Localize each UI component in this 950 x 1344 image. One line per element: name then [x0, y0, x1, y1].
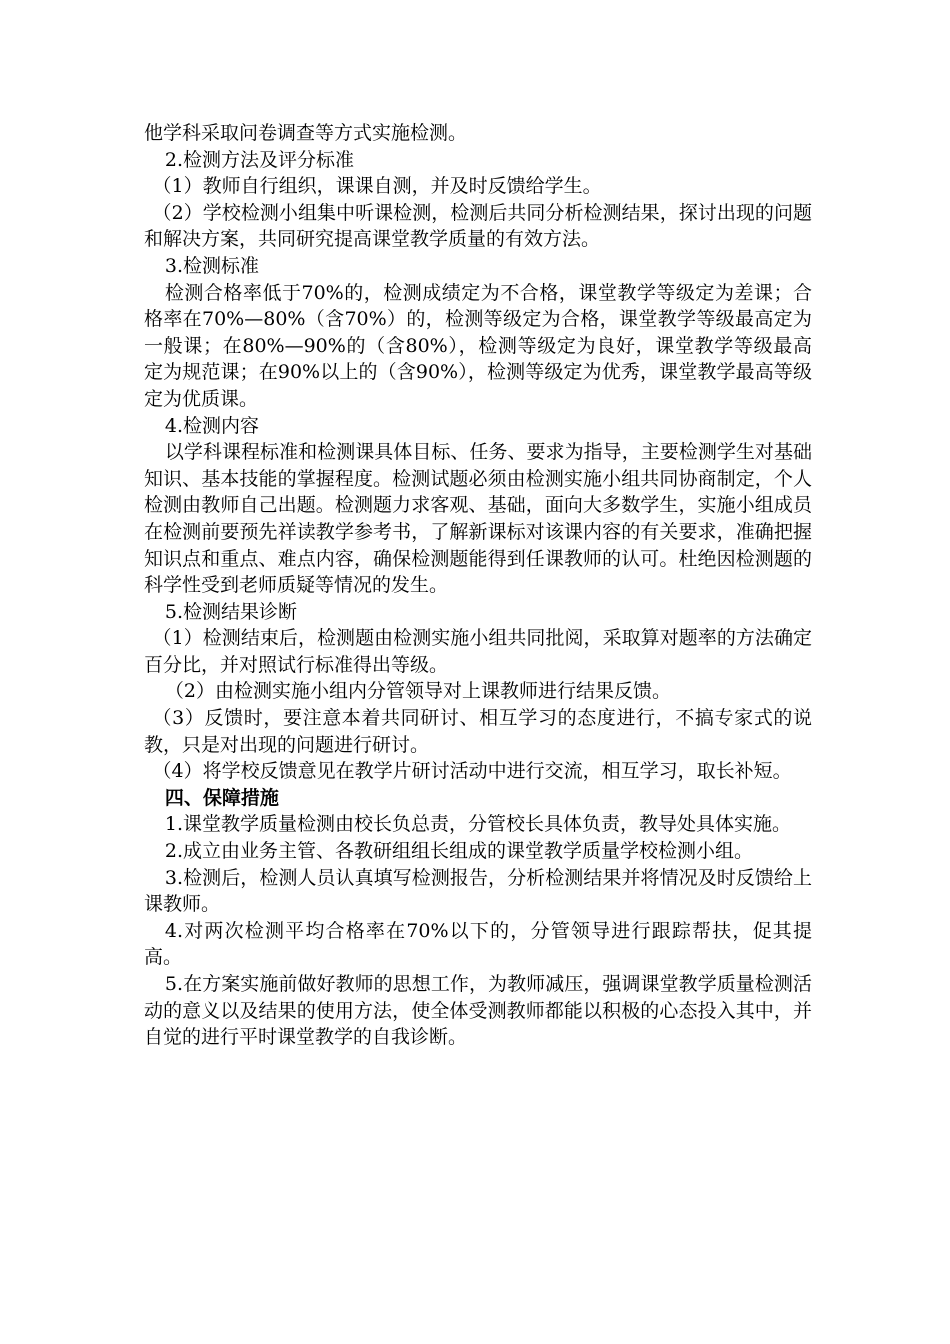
- paragraph-diagnosis-2: （2）由检测实施小组内分管领导对上课教师进行结果反馈。: [164, 680, 671, 703]
- paragraph-safeguard-1: 1.课堂教学质量检测由校长负总责，分管校长具体负责，教导处具体实施。: [164, 813, 792, 836]
- paragraph-diagnosis-3: （3）反馈时，要注意本着共同研讨、相互学习的态度进行，不搞专家式的说教，只是对出现的问题进行研讨。: [144, 707, 812, 756]
- heading-detection-standard: 3.检测标准: [164, 254, 260, 277]
- paragraph-diagnosis-4: （4）将学校反馈意见在教学片研讨活动中进行交流，相互学习，取长补短。: [152, 760, 792, 783]
- paragraph-safeguard-2: 2.成立由业务主管、各教研组组长组成的课堂教学质量学校检测小组。: [164, 840, 754, 863]
- section-heading-safeguards: 四、保障措施: [164, 786, 279, 809]
- paragraph-safeguard-5: 5.在方案实施前做好教师的思想工作，为教师减压，强调课堂教学质量检测活动的意义以及结果的使用方法，使全体受测教师都能以积极的心态投入其中，并自觉的进行平时课堂教学的自我诊断。: [144, 973, 812, 1049]
- heading-result-diagnosis: 5.检测结果诊断: [164, 600, 298, 623]
- heading-detection-method: 2.检测方法及评分标准: [164, 148, 355, 171]
- paragraph-method-1: （1）教师自行组织，课课自测，并及时反馈给学生。: [152, 175, 602, 198]
- paragraph-safeguard-4: 4.对两次检测平均合格率在70%以下的，分管领导进行跟踪帮扶，促其提高。: [144, 919, 812, 969]
- document-page: [144, 120, 812, 1051]
- paragraph-continuation: 他学科采取问卷调查等方式实施检测。: [144, 122, 468, 144]
- paragraph-safeguard-3: 3.检测后，检测人员认真填写检测报告，分析检测结果并将情况及时反馈给上课教师。: [144, 866, 812, 916]
- paragraph-diagnosis-1: （1）检测结束后，检测题由检测实施小组共同批阅，采取算对题率的方法确定百分比，并对照试行标准得出等级。: [144, 627, 812, 676]
- heading-detection-content: 4.检测内容: [164, 414, 260, 437]
- paragraph-standard: 检测合格率低于70%的，检测成绩定为不合格，课堂教学等级定为差课；合格率在70%—80%（含70%）的，检测等级定为合格，课堂教学等级最高定为一般课；在80%—90%的（含80%），检测等级定为良好，课堂教学等级最高定为规范课；在90%以上的（含90%），检测等级定为优秀，课堂教学最高等级定为优质课。: [144, 281, 812, 410]
- paragraph-content: 以学科课程标准和检测课具体目标、任务、要求为指导，主要检测学生对基础知识、基本技能的掌握程度。检测试题必须由检测实施小组共同协商制定，个人检测由教师自己出题。检测题力求客观、基础，面向大多数学生，实施小组成员在检测前要预先祥读教学参考书，了解新课标对该课内容的有关要求，准确把握知识点和重点、难点内容，确保检测题能得到任课教师的认可。杜绝因检测题的科学性受到老师质疑等情况的发生。: [144, 441, 812, 597]
- paragraph-method-2: （2）学校检测小组集中听课检测，检测后共同分析检测结果，探讨出现的问题和解决方案，共同研究提高课堂教学质量的有效方法。: [144, 201, 812, 251]
